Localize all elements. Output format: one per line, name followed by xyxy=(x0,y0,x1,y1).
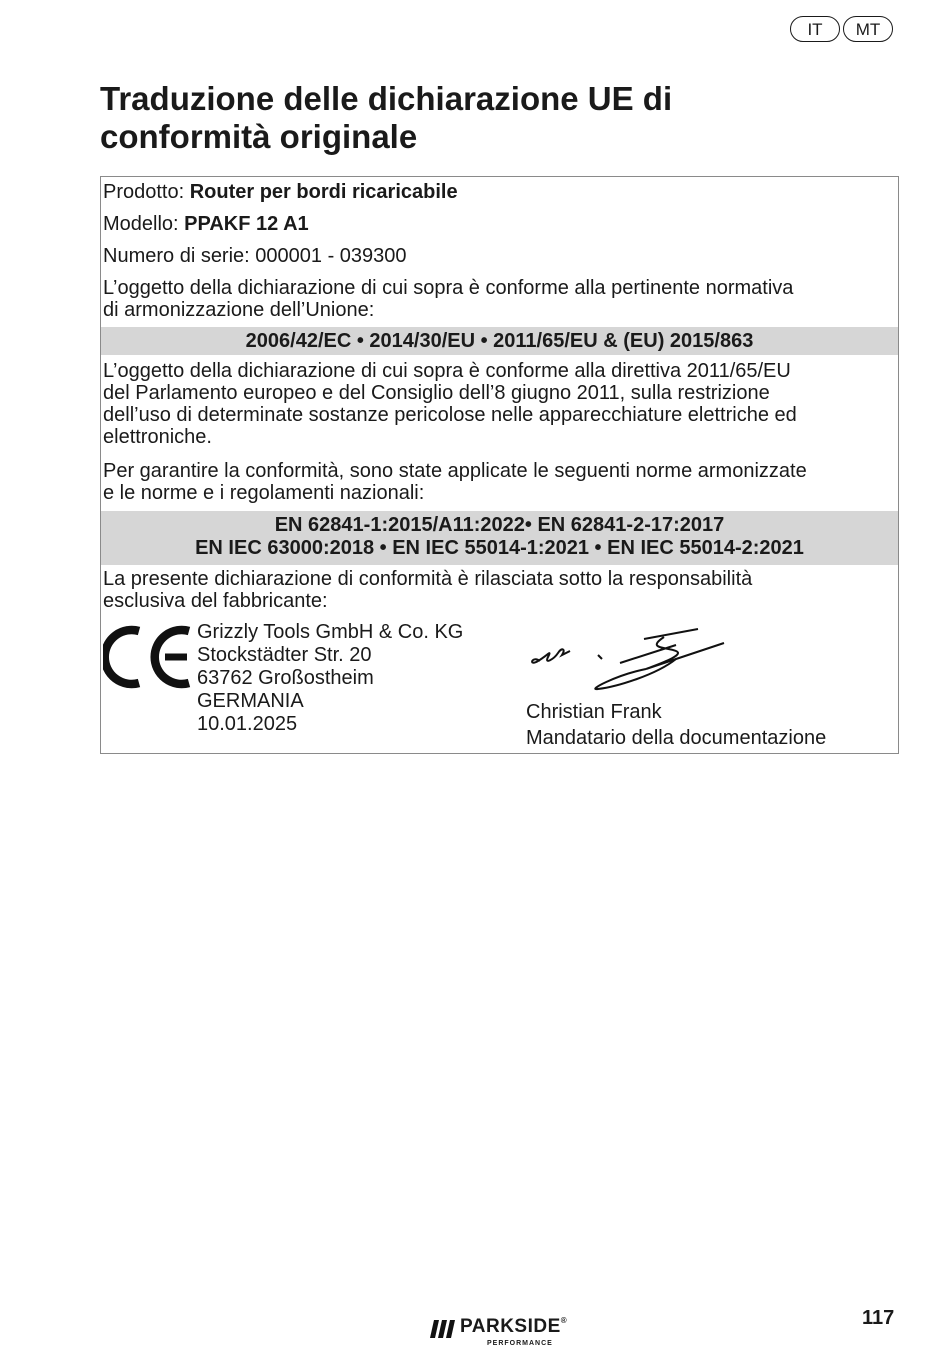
ce-mark-icon xyxy=(103,625,193,689)
logo-subtitle: PERFORMANCE xyxy=(487,1340,553,1347)
conformity-intro xyxy=(103,277,896,321)
responsibility-line-1: La presente dichiarazione di conformità è rilasciata sotto la responsabilità xyxy=(103,568,753,590)
logo-brand: PARKSIDE® xyxy=(460,1316,568,1337)
standards-line-2: EN IEC 63000:2018 • EN IEC 55014-1:2021 • EN IEC 55014-2:2021 xyxy=(195,537,804,559)
manufacturer-street: Stockstädter Str. 20 xyxy=(197,644,372,666)
serial-number: Numero di serie: 000001 - 039300 xyxy=(103,245,407,267)
declaration-date: 10.01.2025 xyxy=(197,713,298,735)
signature-image xyxy=(526,625,731,697)
product-value: Router per bordi ricaricabile xyxy=(189,181,458,203)
responsibility-line-2: esclusiva del fabbricante: xyxy=(103,590,328,612)
rohs-line-3: dell’uso di determinate sostanze pericolose nelle apparecchiature elettriche ed xyxy=(103,404,797,426)
conformity-intro-line-1: L’oggetto della dichiarazione di cui sopra è conforme alla pertinente normativa xyxy=(103,277,794,299)
standards-line-1: EN 62841-1:2015/A11:2022• EN 62841-2-17:2017 xyxy=(274,514,725,536)
parkside-logo xyxy=(430,1314,590,1350)
model-row xyxy=(103,213,896,235)
signer-name: Christian Frank xyxy=(526,701,662,723)
manufacturer-city: 63762 Großostheim xyxy=(197,667,374,689)
signer-block xyxy=(526,699,826,751)
language-badge-mt: MT xyxy=(843,16,893,42)
standards-intro xyxy=(103,460,896,504)
page-title: Traduzione delle dichiarazione UE di conformità originale xyxy=(100,80,673,155)
manufacturer-name: Grizzly Tools GmbH & Co. KG xyxy=(197,621,464,643)
rohs-line-2: del Parlamento europeo e del Consiglio dell’8 giugno 2011, sulla restrizione xyxy=(103,382,770,404)
product-row xyxy=(103,181,896,203)
logo-stripes-icon xyxy=(430,1320,456,1338)
language-badges xyxy=(790,16,893,42)
rohs-line-4: elettroniche. xyxy=(103,426,212,448)
manufacturer-address xyxy=(197,621,463,713)
conformity-intro-line-2: di armonizzazione dell’Unione: xyxy=(103,299,375,321)
directives-band: 2006/42/EC • 2014/30/EU • 2011/65/EU & (EU) 2015/863 xyxy=(101,327,898,355)
responsibility-statement xyxy=(103,568,896,612)
rohs-statement xyxy=(103,360,896,448)
page-number: 117 xyxy=(862,1307,895,1329)
product-label: Prodotto: xyxy=(103,181,190,203)
declaration-box xyxy=(100,176,899,754)
manufacturer-country: GERMANIA xyxy=(197,690,304,712)
rohs-line-1: L’oggetto della dichiarazione di cui sopra è conforme alla direttiva 2011/65/EU xyxy=(103,360,791,382)
model-value: PPAKF 12 A1 xyxy=(184,213,309,235)
standards-intro-line-1: Per garantire la conformità, sono state applicate le seguenti norme armonizzate xyxy=(103,460,807,482)
standards-band xyxy=(101,511,898,565)
standards-intro-line-2: e le norme e i regolamenti nazionali: xyxy=(103,482,425,504)
model-label: Modello: xyxy=(103,213,185,235)
signer-role: Mandatario della documentazione xyxy=(526,727,827,749)
language-badge-it: IT xyxy=(790,16,840,42)
